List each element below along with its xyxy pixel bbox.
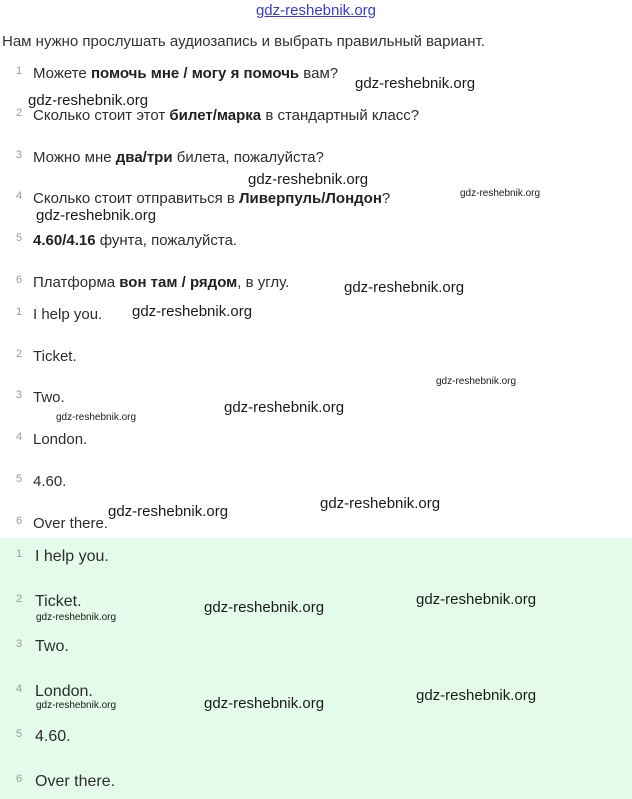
watermark: gdz-reshebnik.org [36, 612, 117, 623]
site-link[interactable]: gdz-reshebnik.org [255, 2, 377, 19]
answer-text: Two. [33, 389, 65, 406]
answer-text: Over there. [35, 773, 116, 790]
answer-number: 2 [15, 348, 23, 360]
answer-text: 4.60. [33, 473, 67, 490]
watermark: gdz-reshebnik.org [36, 700, 117, 711]
watermark: gdz-reshebnik.org [436, 376, 517, 387]
question-number: 5 [15, 232, 23, 244]
question-number: 4 [15, 190, 23, 202]
watermark: gdz-reshebnik.org [36, 207, 157, 224]
answer-text: London. [35, 683, 93, 700]
question-text: Сколько стоит этот билет/марка в стандартный класс? [33, 107, 420, 124]
question-text: Платформа вон там / рядом, в углу. [33, 274, 290, 291]
answer-number: 3 [15, 638, 23, 650]
watermark: gdz-reshebnik.org [416, 591, 537, 608]
answer-panel [0, 538, 632, 799]
answer-number: 5 [15, 728, 23, 740]
answer-number: 2 [15, 593, 23, 605]
question-number: 6 [15, 274, 23, 286]
watermark: gdz-reshebnik.org [204, 695, 325, 712]
question-number: 1 [15, 65, 23, 77]
answer-number: 6 [15, 773, 23, 785]
answer-text: London. [33, 431, 88, 448]
question-text: 4.60/4.16 фунта, пожалуйста. [33, 232, 238, 249]
watermark: gdz-reshebnik.org [320, 495, 441, 512]
answer-number: 1 [15, 306, 23, 318]
answer-text: 4.60. [35, 728, 71, 745]
watermark: gdz-reshebnik.org [224, 399, 345, 416]
answer-text: Ticket. [35, 593, 82, 610]
answer-text: Ticket. [33, 348, 77, 365]
question-number: 2 [15, 107, 23, 119]
answer-text: I help you. [35, 548, 109, 565]
watermark: gdz-reshebnik.org [248, 171, 369, 188]
answer-text: Over there. [33, 515, 109, 532]
question-text: Можно мне два/три билета, пожалуйста? [33, 149, 324, 166]
answer-text: Two. [35, 638, 69, 655]
question-text: Сколько стоит отправиться в Ливерпуль/Лондон? [33, 190, 391, 207]
answer-number: 5 [15, 473, 23, 485]
answer-number: 4 [15, 431, 23, 443]
watermark: gdz-reshebnik.org [344, 279, 465, 296]
watermark: gdz-reshebnik.org [416, 687, 537, 704]
answer-number: 4 [15, 683, 23, 695]
task-instruction: Нам нужно прослушать аудиозапись и выбрать правильный вариант. [2, 33, 485, 50]
watermark: gdz-reshebnik.org [132, 303, 253, 320]
answer-number: 1 [15, 548, 23, 560]
watermark: gdz-reshebnik.org [56, 412, 137, 423]
watermark: gdz-reshebnik.org [204, 599, 325, 616]
watermark: gdz-reshebnik.org [108, 503, 229, 520]
watermark: gdz-reshebnik.org [460, 188, 541, 199]
question-number: 3 [15, 149, 23, 161]
watermark: gdz-reshebnik.org [28, 92, 149, 109]
watermark: gdz-reshebnik.org [355, 75, 476, 92]
answer-number: 3 [15, 389, 23, 401]
answer-text: I help you. [33, 306, 103, 323]
question-text: Можете помочь мне / могу я помочь вам? [33, 65, 339, 82]
answer-number: 6 [15, 515, 23, 527]
